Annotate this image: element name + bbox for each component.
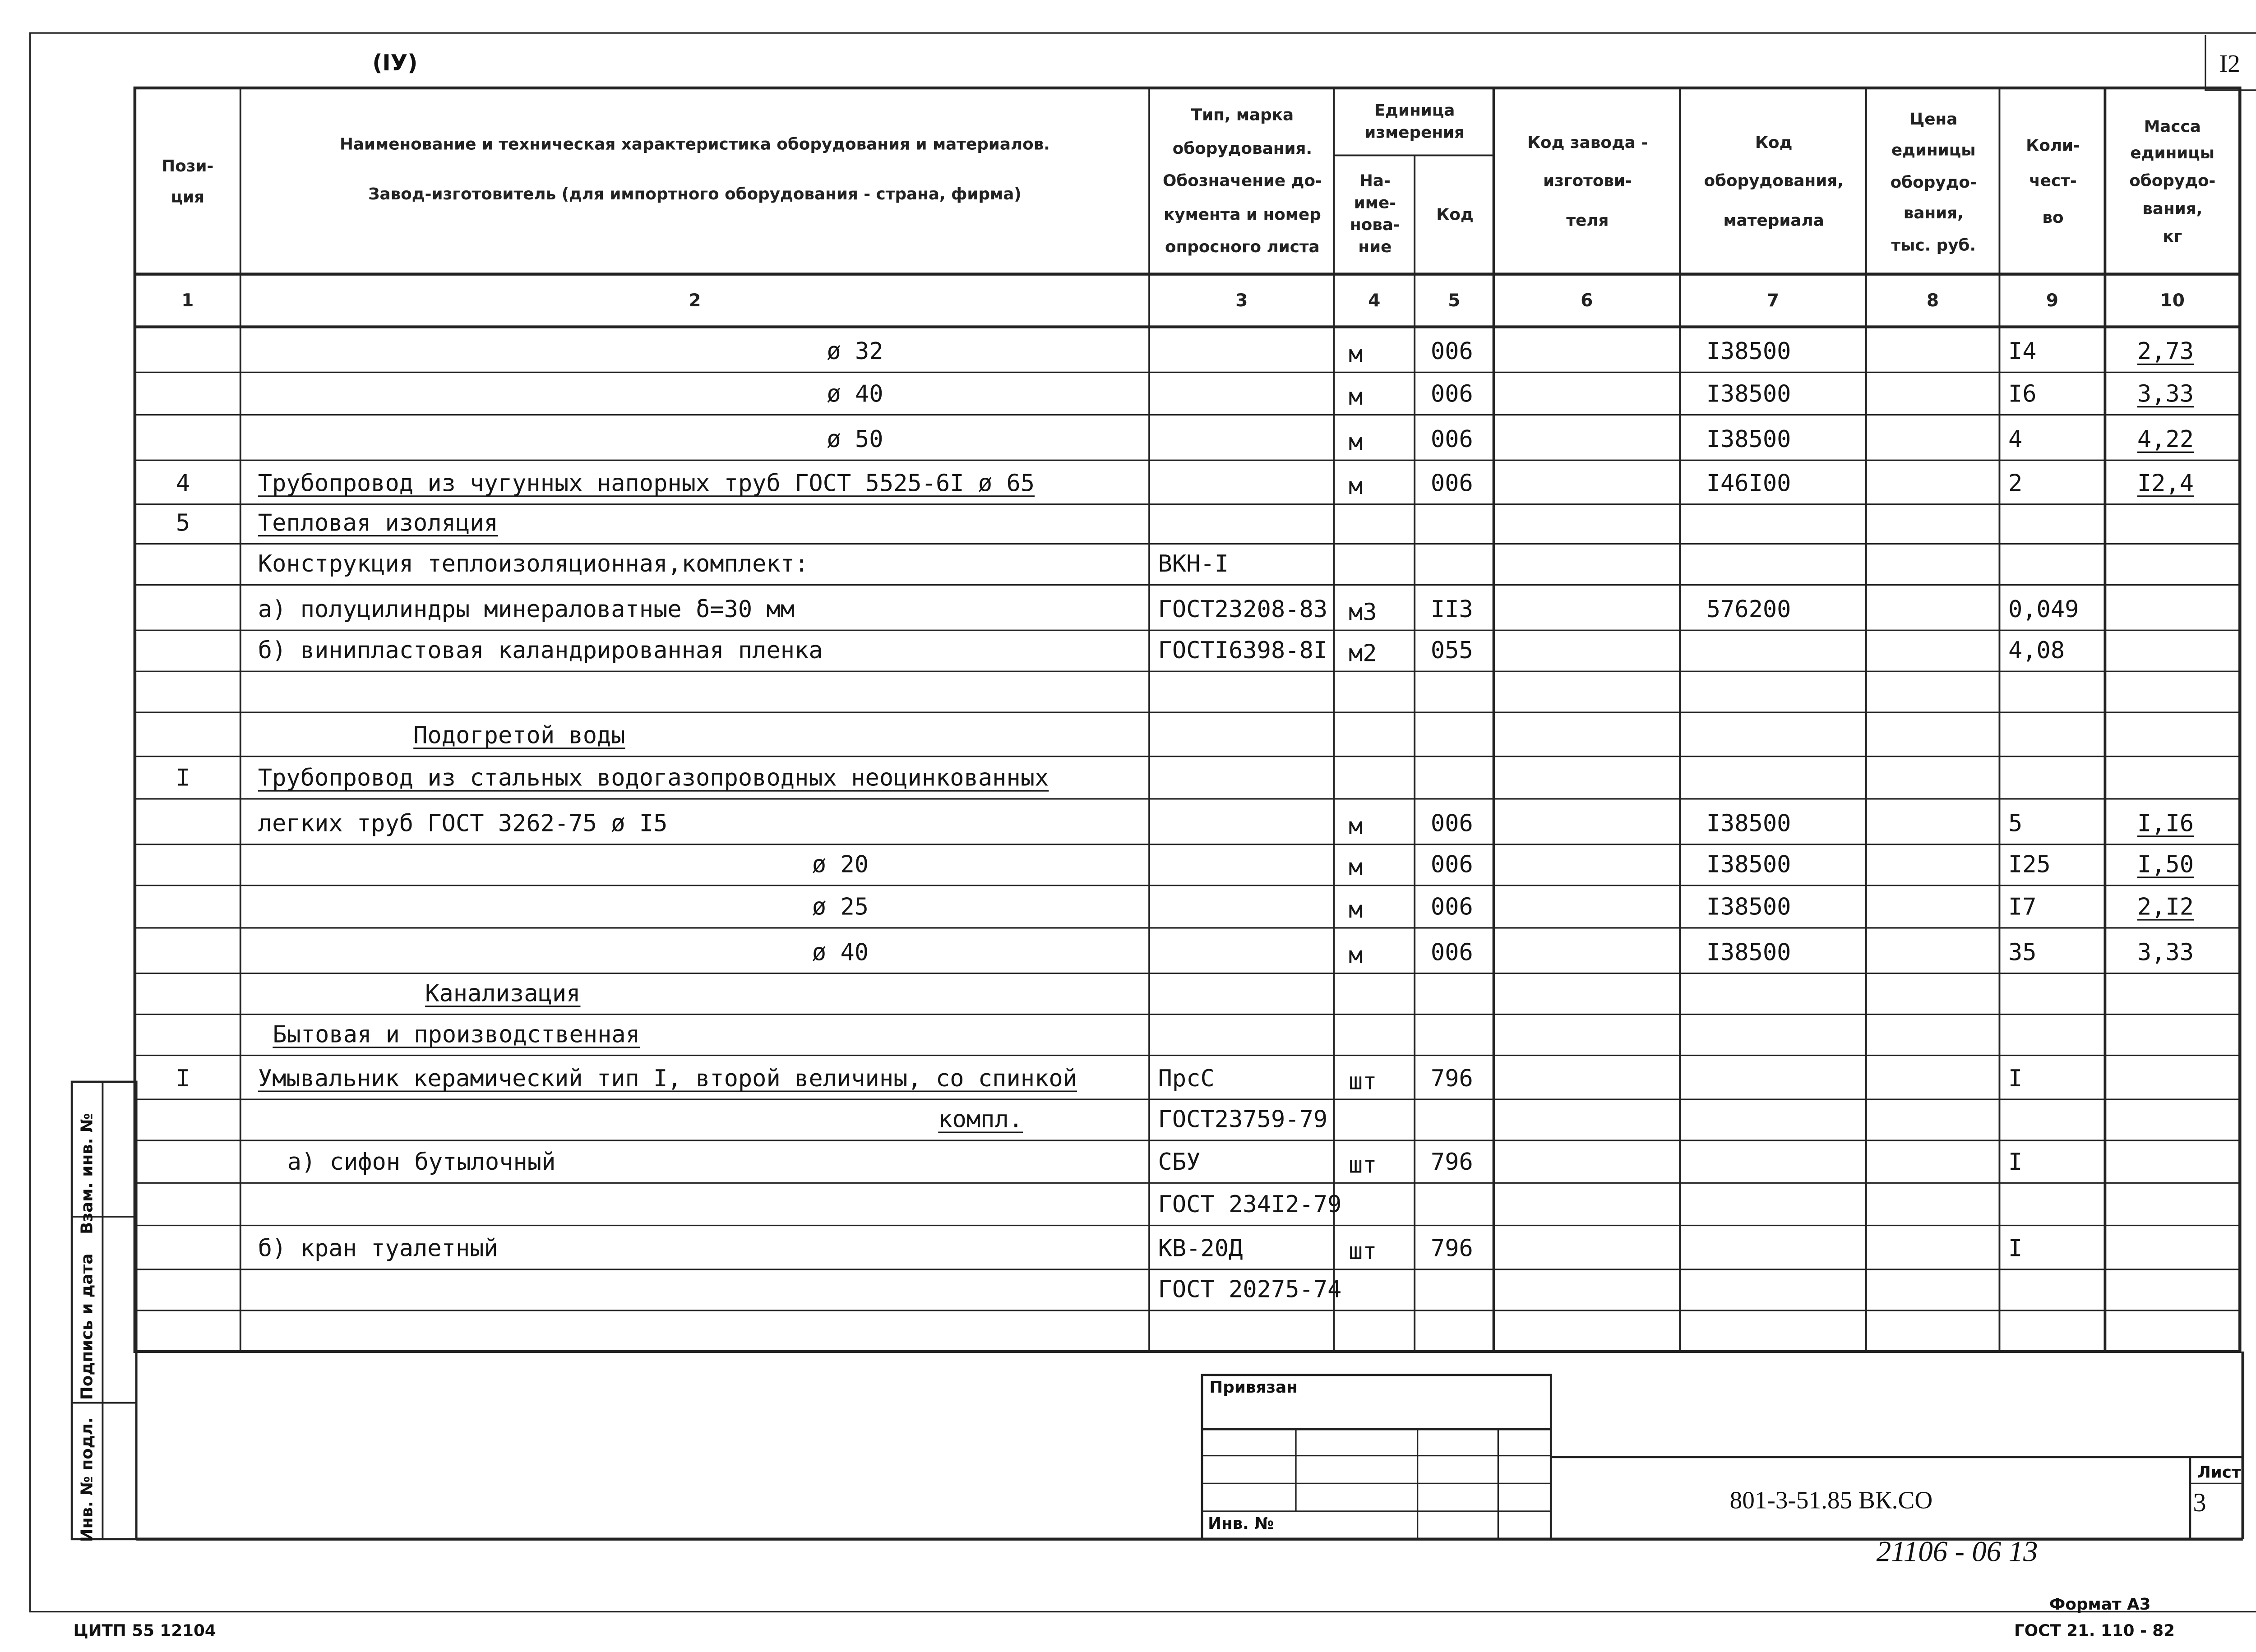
- row-position: 4: [176, 469, 190, 497]
- list-label: Лист: [2197, 1463, 2241, 1482]
- row-unit: м: [1348, 383, 1363, 411]
- footer-gost: ГОСТ 21. 110 - 82: [2014, 1621, 2175, 1641]
- row-type: ГОСТ 234I2-79: [1158, 1190, 1342, 1218]
- header-factory-code: Код завода - изготови- теля: [1527, 133, 1648, 230]
- row-name: легких труб ГОСТ 3262-75 ø I5: [258, 809, 668, 837]
- list-number: 3: [2193, 1488, 2206, 1518]
- row-unit: шт: [1348, 1067, 1377, 1095]
- row-type: ГОСТ23208-83: [1158, 595, 1328, 623]
- side-label-vzam: Взам. инв. №: [78, 1113, 97, 1234]
- row-equipment-code: I38500: [1706, 892, 1791, 921]
- column-number: 2: [689, 290, 701, 311]
- row-unit-code: 796: [1430, 1064, 1473, 1092]
- row-quantity: 2: [2008, 469, 2023, 497]
- row-unit-code: 006: [1430, 850, 1473, 878]
- row-unit: шт: [1348, 1150, 1377, 1179]
- row-type: ПрсС: [1158, 1064, 1215, 1092]
- column-number: 9: [2046, 290, 2058, 311]
- row-unit: м: [1348, 941, 1363, 969]
- row-name: а) полуцилиндры минераловатные δ=30 мм: [258, 595, 795, 623]
- row-mass: I2,4: [2137, 469, 2194, 497]
- row-equipment-code: I38500: [1706, 850, 1791, 878]
- row-quantity: I: [2008, 1064, 2023, 1092]
- row-type: ГОСТ 20275-74: [1158, 1275, 1342, 1303]
- header-quantity: Коли- чест- во: [2026, 136, 2080, 227]
- row-equipment-code: I38500: [1706, 938, 1791, 966]
- row-mass: 3,33: [2137, 379, 2194, 408]
- row-quantity: I4: [2008, 337, 2037, 365]
- header-mass: Масса единицы оборудо- вания, кг: [2129, 117, 2216, 246]
- row-quantity: I: [2008, 1234, 2023, 1262]
- row-unit-code: 006: [1430, 337, 1473, 365]
- row-unit: м: [1348, 340, 1363, 368]
- row-quantity: I7: [2008, 892, 2037, 921]
- row-equipment-code: I38500: [1706, 809, 1791, 837]
- row-unit: м: [1348, 472, 1363, 500]
- row-mass: I,I6: [2137, 809, 2194, 837]
- row-unit-code: II3: [1430, 595, 1473, 623]
- row-unit: шт: [1348, 1237, 1377, 1265]
- row-name: ø 50: [827, 425, 883, 453]
- row-quantity: 5: [2008, 809, 2023, 837]
- header-name-line2: Завод-изготовитель (для импортного оборудования - страна, фирма): [368, 184, 1022, 203]
- row-unit: м: [1348, 853, 1363, 881]
- row-type: КВ-20Д: [1158, 1234, 1243, 1262]
- row-unit-code: 006: [1430, 425, 1473, 453]
- row-quantity: I6: [2008, 379, 2037, 408]
- row-name: ø 32: [827, 337, 883, 365]
- row-name: Канализация: [425, 979, 581, 1007]
- sheet-number: I2: [2219, 50, 2240, 78]
- row-quantity: I: [2008, 1148, 2023, 1176]
- row-equipment-code: 576200: [1706, 595, 1791, 623]
- row-name: ø 20: [812, 850, 869, 878]
- row-type: ГОСТ23759-79: [1158, 1105, 1328, 1133]
- row-name: б) винипластовая каландрированная пленка: [258, 636, 823, 664]
- row-name: б) кран туалетный: [258, 1234, 498, 1262]
- inv-number-label: Инв. №: [1208, 1514, 1274, 1533]
- row-name: Умывальник керамический тип I, второй величины, со спинкой: [258, 1064, 1077, 1092]
- row-unit-code: 006: [1430, 809, 1473, 837]
- side-label-inv-podl: Инв. № подл.: [78, 1417, 97, 1542]
- row-position: I: [176, 1064, 190, 1092]
- row-quantity: 0,049: [2008, 595, 2079, 623]
- row-equipment-code: I46I00: [1706, 469, 1791, 497]
- row-unit-code: 796: [1430, 1234, 1473, 1262]
- header-name-line1: Наименование и техническая характеристика оборудования и материалов.: [339, 134, 1050, 153]
- row-type: СБУ: [1158, 1148, 1201, 1176]
- header-price: Цена единицы оборудо- вания, тыс. руб.: [1890, 110, 1977, 255]
- row-name: Трубопровод из стальных водогазопроводных неоцинкованных: [258, 763, 1049, 792]
- row-position: I: [176, 763, 190, 792]
- row-name: Трубопровод из чугунных напорных труб ГОСТ 5525-6I ø 65: [258, 469, 1035, 497]
- header-type: Тип, марка оборудования. Обозначение до- кумента и номер опросного листа: [1162, 106, 1322, 257]
- row-unit-code: 006: [1430, 938, 1473, 966]
- column-number: 10: [2160, 290, 2185, 311]
- row-unit-code: 006: [1430, 379, 1473, 408]
- row-equipment-code: I38500: [1706, 337, 1791, 365]
- privyazan-label: Привязан: [1209, 1378, 1298, 1397]
- row-name: Тепловая изоляция: [258, 508, 498, 537]
- column-number: 5: [1448, 290, 1461, 311]
- row-unit-code: 796: [1430, 1148, 1473, 1176]
- row-unit: м: [1348, 895, 1363, 924]
- side-label-podpis: Подпись и дата: [78, 1253, 97, 1400]
- sheet-marker: (IУ): [372, 50, 418, 76]
- row-type: ГОСТI6398-8I: [1158, 636, 1328, 664]
- row-quantity: 4: [2008, 425, 2023, 453]
- row-mass: 2,73: [2137, 337, 2194, 365]
- document-code: 801-3-51.85 ВК.СО: [1729, 1486, 1933, 1514]
- row-mass: 3,33: [2137, 938, 2194, 966]
- row-name: Конструкция теплоизоляционная,комплект:: [258, 549, 809, 578]
- row-quantity: 35: [2008, 938, 2037, 966]
- row-equipment-code: I38500: [1706, 425, 1791, 453]
- row-name: Бытовая и производственная: [273, 1020, 640, 1048]
- footer-left-code: ЦИТП 55 12104: [73, 1621, 216, 1641]
- column-number: 6: [1581, 290, 1593, 311]
- row-mass: 2,I2: [2137, 892, 2194, 921]
- header-unit-code: Код: [1436, 204, 1474, 224]
- handwritten-number: 21106 - 06 13: [1876, 1536, 2038, 1569]
- row-unit: м3: [1348, 598, 1377, 626]
- row-unit: м: [1348, 428, 1363, 456]
- header-unit-group: Единица измерения: [1364, 101, 1465, 143]
- header-equipment-code: Код оборудования, материала: [1704, 133, 1844, 230]
- footer-format: Формат А3: [2049, 1595, 2151, 1614]
- row-mass: 4,22: [2137, 425, 2194, 453]
- row-unit-code: 006: [1430, 892, 1473, 921]
- row-equipment-code: I38500: [1706, 379, 1791, 408]
- column-number: 1: [181, 290, 194, 311]
- row-name: ø 40: [827, 379, 883, 408]
- row-unit: м2: [1348, 639, 1377, 667]
- column-number: 3: [1235, 290, 1248, 311]
- row-name: ø 25: [812, 892, 869, 921]
- header-position: Пози- ция: [162, 156, 214, 206]
- row-quantity: 4,08: [2008, 636, 2065, 664]
- header-unit-name: На- име- нова- ние: [1350, 172, 1400, 257]
- row-unit-code: 055: [1430, 636, 1473, 664]
- column-number: 7: [1766, 290, 1780, 311]
- row-name: компл.: [938, 1105, 1023, 1133]
- row-name: Подогретой воды: [413, 721, 625, 749]
- row-unit-code: 006: [1430, 469, 1473, 497]
- row-position: 5: [176, 508, 190, 537]
- row-quantity: I25: [2008, 850, 2051, 878]
- row-mass: I,50: [2137, 850, 2194, 878]
- row-name: ø 40: [812, 938, 869, 966]
- row-name: а) сифон бутылочный: [287, 1148, 556, 1176]
- row-unit: м: [1348, 812, 1363, 840]
- column-number: 8: [1927, 290, 1939, 311]
- column-number: 4: [1368, 290, 1381, 311]
- row-type: ВКН-I: [1158, 549, 1229, 578]
